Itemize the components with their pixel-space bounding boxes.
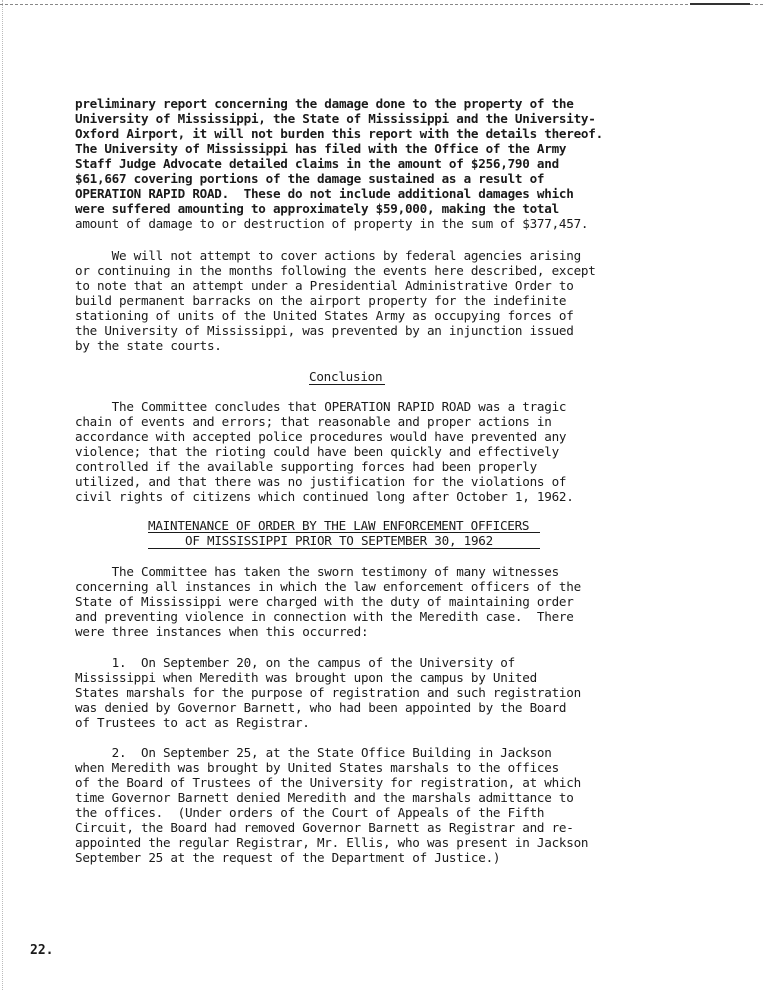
- text-line: of the Board of Trustees of the University for registration, at which: [75, 775, 581, 790]
- text-line: The Committee concludes that OPERATION RAPID ROAD was a tragic: [75, 399, 567, 414]
- text-line: stationing of units of the United States Army as occupying forces of: [75, 308, 574, 323]
- text-line: time Governor Barnett denied Meredith and the marshals admittance to: [75, 790, 574, 805]
- text-line: Oxford Airport, it will not burden this report with the details thereof.: [75, 126, 603, 141]
- text-line: amount of damage to or destruction of property in the sum of $377,457.: [75, 216, 589, 231]
- text-line: preliminary report concerning the damage done to the property of the: [75, 96, 574, 111]
- left-edge-dots: [2, 0, 3, 990]
- text-line: September 25 at the request of the Department of Justice.): [75, 850, 501, 865]
- text-line: to note that an attempt under a Presidential Administrative Order to: [75, 278, 574, 293]
- section-heading-line: OF MISSISSIPPI PRIOR TO SEPTEMBER 30, 1962: [185, 533, 493, 548]
- text-line: utilized, and that there was no justification for the violations of: [75, 474, 567, 489]
- section-heading-underline: [148, 532, 540, 533]
- text-line: was denied by Governor Barnett, who had been appointed by the Board: [75, 700, 567, 715]
- text-line: Mississippi when Meredith was brought upon the campus by United: [75, 670, 537, 685]
- text-line: Circuit, the Board had removed Governor Barnett as Registrar and re-: [75, 820, 574, 835]
- top-edge-rule: [0, 4, 763, 5]
- text-line: 1. On September 20, on the campus of the University of: [75, 655, 515, 670]
- text-line: the University of Mississippi, was prevented by an injunction issued: [75, 323, 574, 338]
- text-line: 2. On September 25, at the State Office Building in Jackson: [75, 745, 552, 760]
- text-line: States marshals for the purpose of registration and such registration: [75, 685, 581, 700]
- section-heading-underline: [148, 548, 540, 549]
- text-line: when Meredith was brought by United States marshals to the offices: [75, 760, 559, 775]
- section-heading-line: MAINTENANCE OF ORDER BY THE LAW ENFORCEMENT OFFICERS: [148, 518, 530, 533]
- conclusion-heading-underline: [309, 384, 385, 385]
- text-line: and preventing violence in connection with the Meredith case. There: [75, 609, 574, 624]
- text-line: were three instances when this occurred:: [75, 624, 369, 639]
- text-line: controlled if the available supporting forces had been properly: [75, 459, 537, 474]
- text-line: civil rights of citizens which continued long after October 1, 1962.: [75, 489, 574, 504]
- text-line: or continuing in the months following the events here described, except: [75, 263, 596, 278]
- text-line: of Trustees to act as Registrar.: [75, 715, 310, 730]
- text-line: appointed the regular Registrar, Mr. Ellis, who was present in Jackson: [75, 835, 589, 850]
- text-line: accordance with accepted police procedures would have prevented any: [75, 429, 567, 444]
- text-line: The Committee has taken the sworn testimony of many witnesses: [75, 564, 559, 579]
- text-line: the offices. (Under orders of the Court of Appeals of the Fifth: [75, 805, 545, 820]
- text-line: We will not attempt to cover actions by federal agencies arising: [75, 248, 581, 263]
- text-line: were suffered amounting to approximately $59,000, making the total: [75, 201, 559, 216]
- text-line: by the state courts.: [75, 338, 222, 353]
- text-line: Staff Judge Advocate detailed claims in the amount of $256,790 and: [75, 156, 559, 171]
- top-edge-mark: [690, 3, 750, 5]
- page-number: 22.: [30, 943, 54, 958]
- text-line: build permanent barracks on the airport property for the indefinite: [75, 293, 567, 308]
- text-line: The University of Mississippi has filed with the Office of the Army: [75, 141, 567, 156]
- text-line: $61,667 covering portions of the damage sustained as a result of: [75, 171, 545, 186]
- text-line: University of Mississippi, the State of Mississippi and the University-: [75, 111, 596, 126]
- text-line: chain of events and errors; that reasonable and proper actions in: [75, 414, 552, 429]
- text-line: OPERATION RAPID ROAD. These do not include additional damages which: [75, 186, 574, 201]
- conclusion-heading: Conclusion: [309, 369, 383, 384]
- text-line: State of Mississippi were charged with the duty of maintaining order: [75, 594, 574, 609]
- text-line: violence; that the rioting could have been quickly and effectively: [75, 444, 559, 459]
- text-line: concerning all instances in which the law enforcement officers of the: [75, 579, 581, 594]
